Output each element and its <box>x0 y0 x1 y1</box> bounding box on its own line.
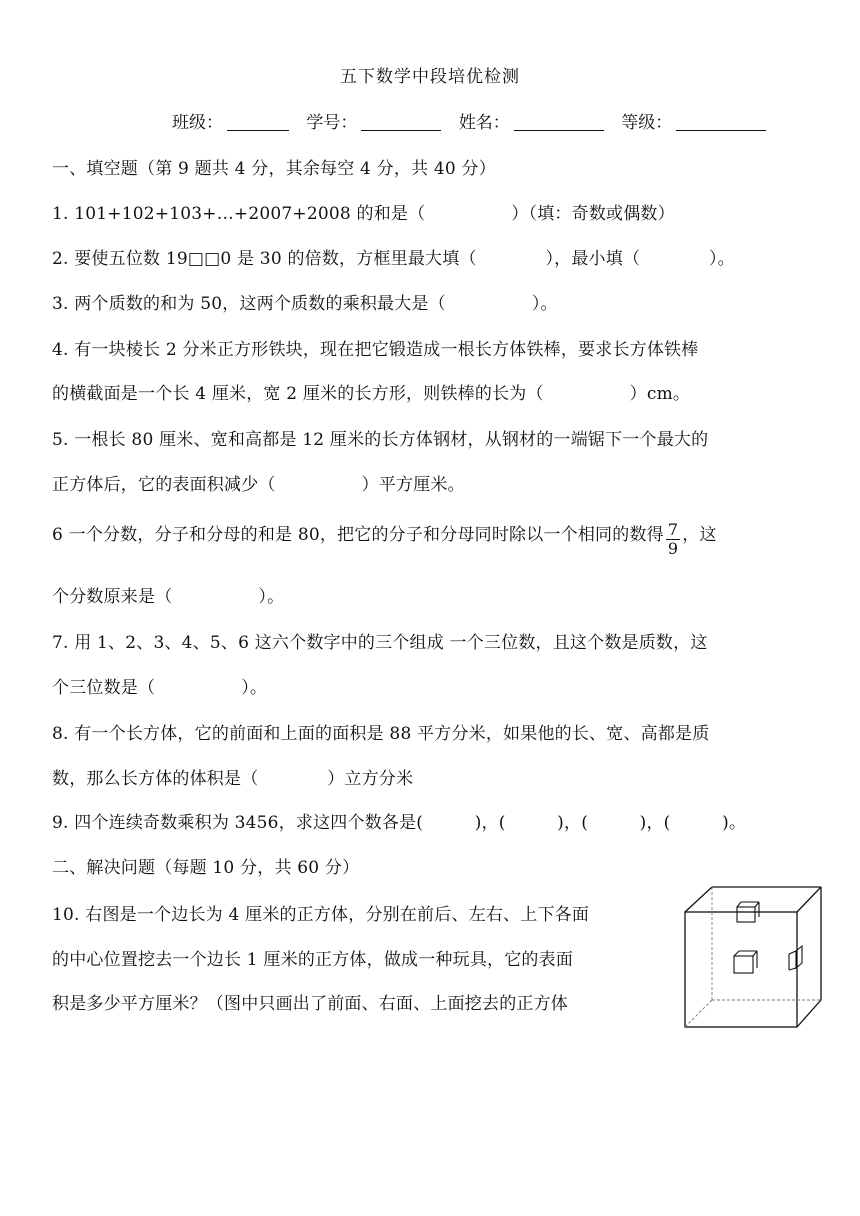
cube-front-face <box>685 912 797 1027</box>
question-9: 9. 四个连续奇数乘积为 3456，求这四个数各是( )，( )，( )，( )。 <box>52 813 747 833</box>
student-id-label: 学号： <box>306 113 358 133</box>
question-7-line-1: 7. 用 1、2、3、4、5、6 这六个数字中的三个组成 一个三位数，且这个数是质数，这 <box>52 633 708 653</box>
question-6-text-a: 6 一个分数，分子和分母的和是 80，把它的分子和分母同时除以一个相同的数得 <box>52 525 664 545</box>
question-5-line-1: 5. 一根长 80 厘米、宽和高都是 12 厘米的长方体钢材，从钢材的一端锯下一个最大的 <box>52 430 709 450</box>
cube-edge <box>797 887 821 912</box>
question-6-line-1 <box>52 520 717 558</box>
question-1: 1. 101+102+103+…+2007+2008 的和是（ ）（填：奇数或偶数） <box>52 204 675 224</box>
name-label: 姓名： <box>458 113 510 133</box>
cube-figure <box>682 884 824 1030</box>
right-hole-edge <box>789 968 796 970</box>
name-blank[interactable] <box>514 114 604 131</box>
cube-hidden-edge <box>685 1000 712 1027</box>
fraction-numerator: 7 <box>667 520 679 539</box>
cube-edge <box>797 1000 821 1027</box>
front-hole-edge <box>753 951 757 956</box>
question-6-line-2: 个分数原来是（ ）。 <box>52 587 285 607</box>
student-info-row <box>172 108 778 133</box>
cube-edge <box>685 887 712 912</box>
question-10-line-2: 的中心位置挖去一个边长 1 厘米的正方体，做成一种玩具，它的表面 <box>52 950 574 970</box>
question-8-line-1: 8. 有一个长方体，它的前面和上面的面积是 88 平方分米，如果他的长、宽、高都是质 <box>52 724 710 744</box>
class-blank[interactable] <box>227 114 289 131</box>
question-4-line-2: 的横截面是一个长 4 厘米，宽 2 厘米的长方形，则铁棒的长为（ ）cm。 <box>52 384 691 404</box>
question-4-line-1: 4. 有一块棱长 2 分米正方形铁块，现在把它锻造成一根长方体铁棒，要求长方体铁棒 <box>52 340 699 360</box>
page-title: 五下数学中段培优检测 <box>340 67 520 87</box>
question-7-line-2: 个三位数是（ ）。 <box>52 678 268 698</box>
question-8-line-2: 数，那么长方体的体积是（ ）立方分米 <box>52 769 414 789</box>
section1-heading: 一、填空题（第 9 题共 4 分，其余每空 4 分，共 40 分） <box>52 159 496 179</box>
class-label: 班级： <box>172 113 223 133</box>
fraction-denominator: 9 <box>667 539 679 558</box>
question-3: 3. 两个质数的和为 50，这两个质数的乘积最大是（ ）。 <box>52 294 558 314</box>
question-10-line-1: 10. 右图是一个边长为 4 厘米的正方体，分别在前后、左右、上下各面 <box>52 905 590 925</box>
question-2: 2. 要使五位数 19□□0 是 30 的倍数，方框里最大填（ ），最小填（ ）。 <box>52 249 735 269</box>
right-hole-edge <box>789 951 796 954</box>
top-hole-edge <box>755 902 759 907</box>
question-6-text-b: ，这 <box>682 525 717 545</box>
fraction-seven-ninths <box>666 521 680 558</box>
student-id-blank[interactable] <box>361 114 441 131</box>
section2-heading: 二、解决问题（每题 10 分，共 60 分） <box>52 858 360 878</box>
front-hole <box>734 956 753 973</box>
grade-label: 等级： <box>621 113 673 133</box>
grade-blank[interactable] <box>676 114 766 131</box>
question-10-line-3: 积是多少平方厘米？（图中只画出了前面、右面、上面挖去的正方体 <box>52 994 568 1014</box>
front-hole-edge <box>734 951 739 956</box>
question-5-line-2: 正方体后，它的表面积减少（ ）平方厘米。 <box>52 475 465 495</box>
top-hole <box>737 907 755 922</box>
top-hole-edge <box>737 902 741 907</box>
